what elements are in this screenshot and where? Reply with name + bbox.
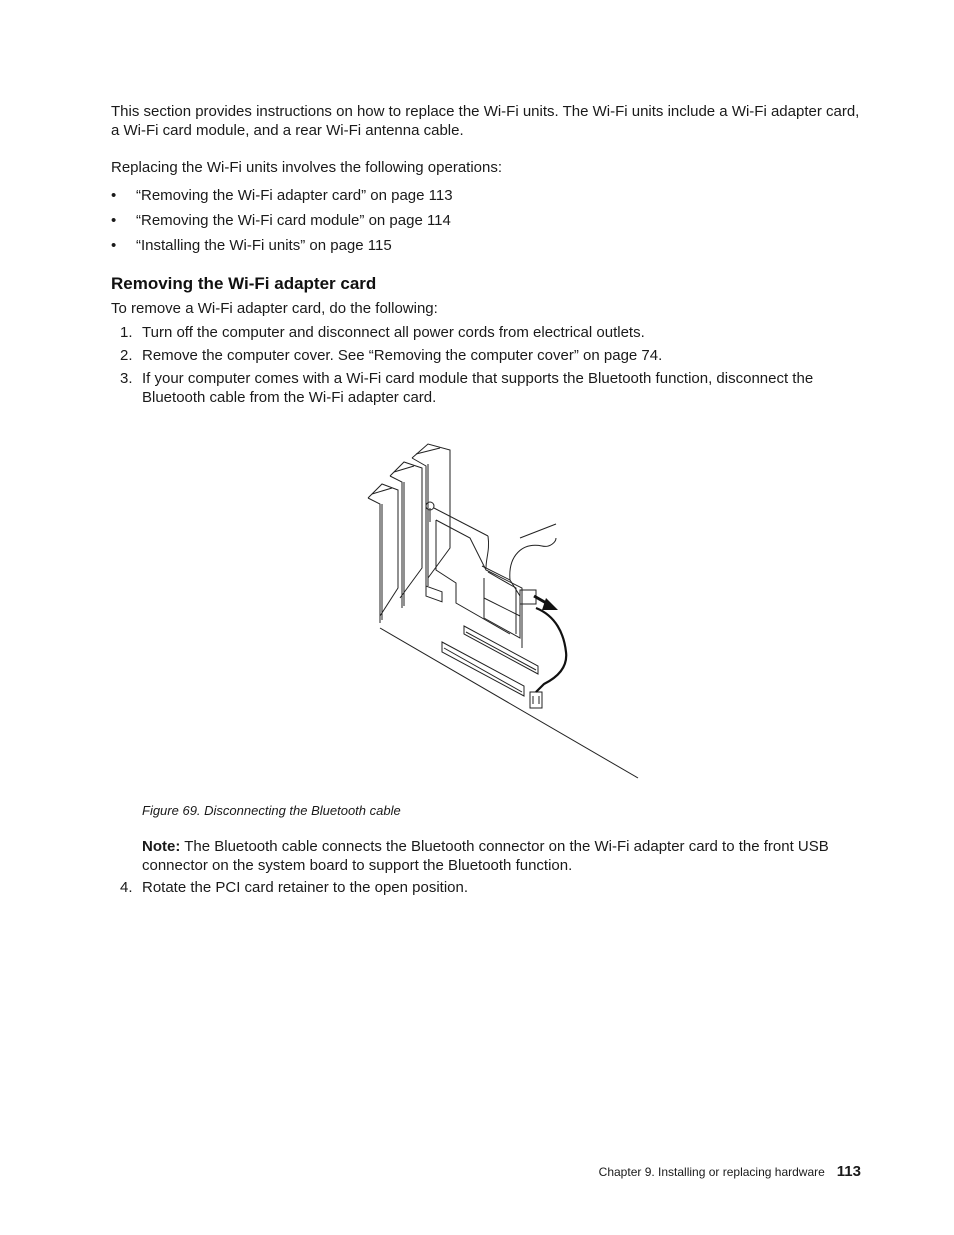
intro-paragraph: This section provides instructions on how to replace the Wi-Fi units. The Wi-Fi units include a Wi-Fi adapter card, a Wi-Fi card module, and a rear Wi-Fi antenna cable. [111, 103, 860, 139]
wifi-card-module [482, 566, 536, 638]
note-text: The Bluetooth cable connects the Bluetooth connector on the Wi-Fi adapter card to the front USB connector on the system board to support the Bluetooth function. [142, 838, 829, 874]
footer-chapter: Chapter 9. Installing or replacing hardware [598, 1165, 825, 1179]
list-item [111, 186, 453, 211]
figure-caption: Figure 69. Disconnecting the Bluetooth cable [142, 803, 401, 818]
step-number: 1. [120, 324, 133, 341]
wifi-adapter-card [426, 502, 522, 648]
list-item [111, 211, 453, 236]
note-label: Note: [142, 838, 181, 855]
steps-list-continued [111, 878, 468, 897]
bluetooth-cable-illustration [360, 438, 650, 786]
usb-connector [530, 692, 542, 708]
operations-intro: Replacing the Wi-Fi units involves the following operations: [111, 159, 503, 176]
note-paragraph [142, 837, 872, 875]
pci-bracket-2 [390, 462, 422, 608]
section-heading: Removing the Wi-Fi adapter card [111, 274, 377, 293]
step-item [111, 369, 851, 407]
list-item [111, 236, 453, 261]
procedure-intro: To remove a Wi-Fi adapter card, do the following: [111, 300, 438, 317]
antenna-wire [520, 524, 556, 538]
page-number: 113 [836, 1163, 861, 1180]
bluetooth-cable [536, 608, 566, 692]
step-number: 2. [120, 347, 133, 364]
steps-list [111, 323, 851, 411]
step-text: Remove the computer cover. See “Removing the computer cover” on page 74. [142, 347, 663, 364]
operation-link[interactable]: “Installing the Wi-Fi units” on page 115 [136, 237, 392, 254]
antenna-wire [486, 536, 489, 568]
step-item [111, 323, 851, 342]
step-item [111, 346, 851, 365]
pci-bracket-1 [368, 484, 398, 623]
pci-bracket-3 [412, 444, 450, 588]
operations-list [111, 186, 453, 261]
step-number: 3. [120, 370, 133, 387]
bullet-icon: • [111, 212, 117, 229]
step-text: Turn off the computer and disconnect all power cords from electrical outlets. [142, 324, 645, 341]
operation-link[interactable]: “Removing the Wi-Fi adapter card” on page 113 [136, 187, 453, 204]
bullet-icon: • [111, 187, 117, 204]
step-number: 4. [120, 879, 133, 896]
page-footer [599, 1163, 861, 1180]
step-text: If your computer comes with a Wi-Fi card module that supports the Bluetooth function, disconnect the Bluetooth cable from the Wi-Fi adapter card. [142, 370, 814, 406]
pci-slot [464, 626, 538, 674]
operation-link[interactable]: “Removing the Wi-Fi card module” on page 114 [136, 212, 451, 229]
step-text: Rotate the PCI card retainer to the open position. [142, 879, 469, 896]
antenna-wire [510, 538, 556, 580]
bullet-icon: • [111, 237, 117, 254]
step-item [111, 878, 468, 897]
